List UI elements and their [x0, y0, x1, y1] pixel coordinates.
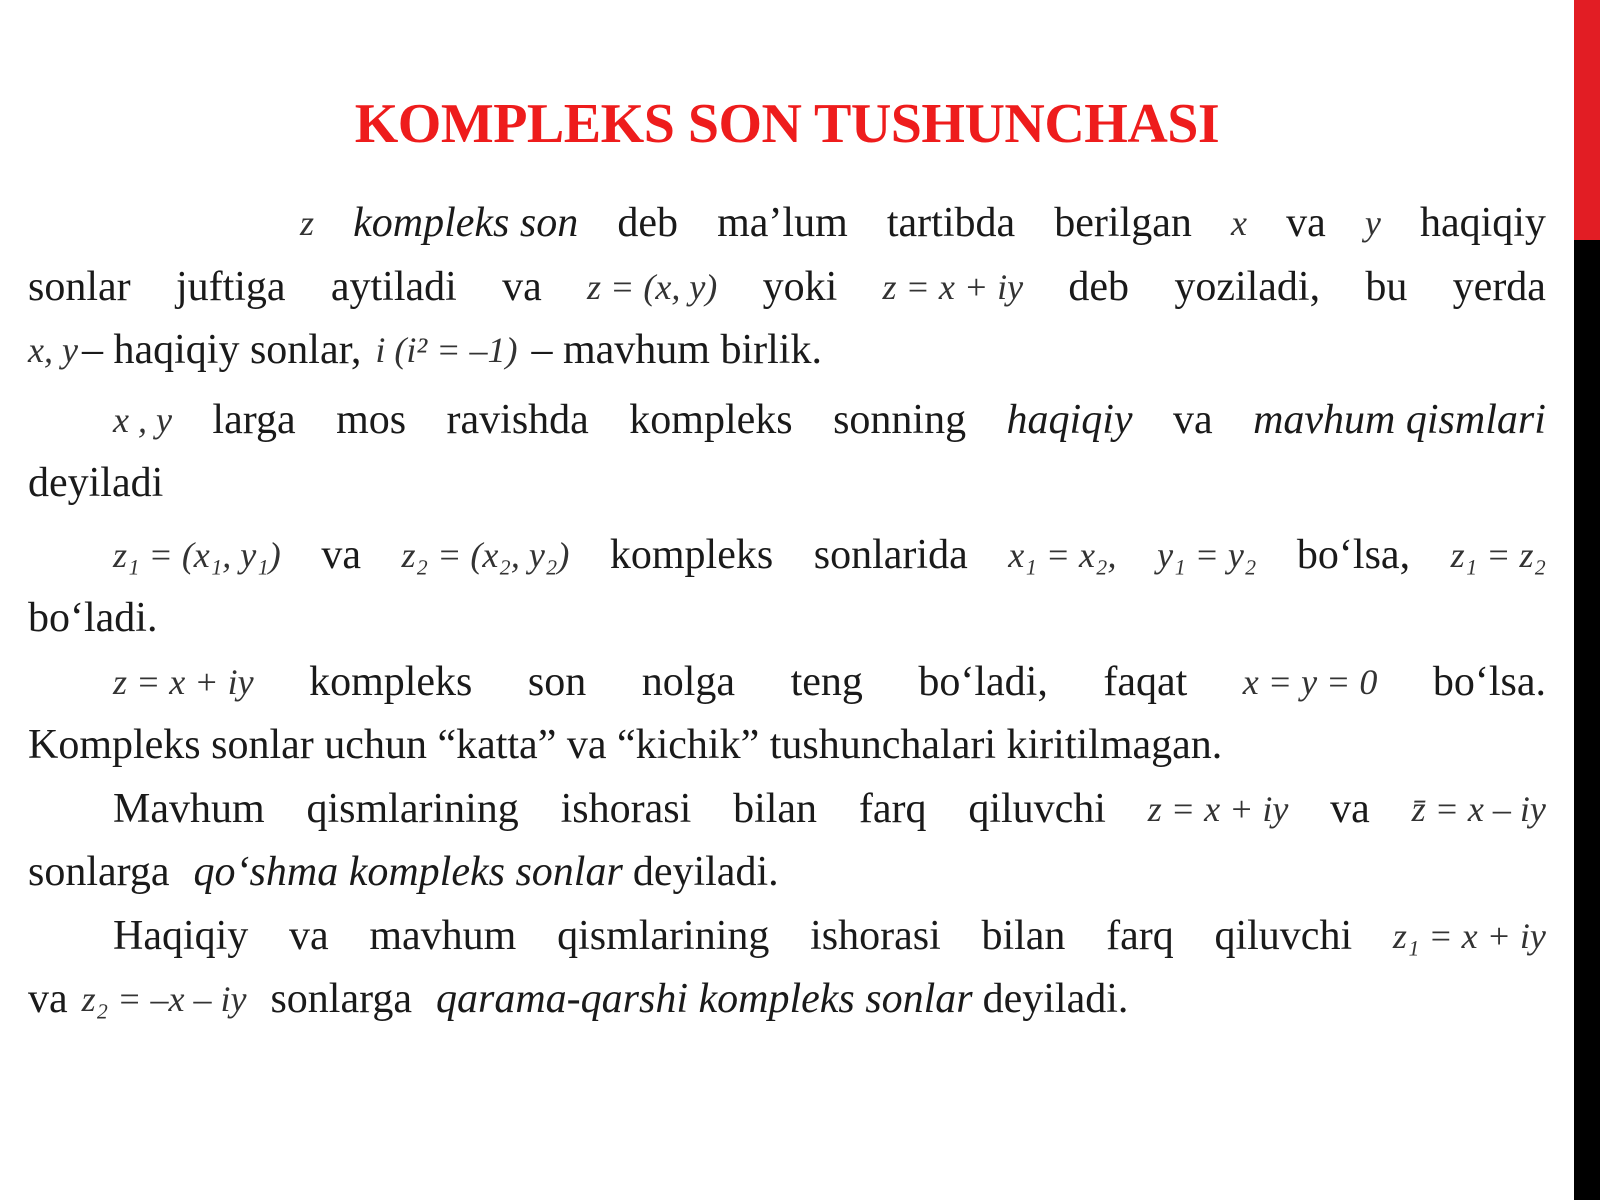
- word: deyiladi.: [632, 849, 779, 895]
- math-x-y: x , y: [113, 399, 172, 440]
- math-zero-condition: x = y = 0: [1242, 661, 1378, 702]
- math-algebraic-form: z = x + iy: [882, 266, 1024, 307]
- word: larga: [212, 396, 296, 443]
- text: bo‘ladi.: [28, 595, 158, 641]
- term-mavhum-qismlari: mavhum qismlari: [1253, 396, 1546, 443]
- text: – mavhum birlik.: [531, 327, 822, 373]
- word: yoki: [762, 263, 838, 310]
- text: Kompleks sonlar uchun “katta” va “kichik” tushunchalari kiritilmagan.: [28, 722, 1223, 768]
- word: deyiladi.: [982, 976, 1129, 1022]
- word: Haqiqiy: [113, 912, 249, 959]
- word: aytiladi: [330, 263, 457, 310]
- math-x: x: [1230, 203, 1247, 243]
- math-imaginary-unit: i (i² = –1): [375, 330, 518, 370]
- term-qoshma-kompleks-sonlar: qo‘shma kompleks sonlar: [193, 849, 623, 895]
- word: sonning: [833, 396, 967, 443]
- word: faqat: [1103, 658, 1188, 705]
- word: qiluvchi: [1214, 912, 1353, 959]
- word: qismlarining: [557, 912, 770, 959]
- word: va: [1330, 785, 1370, 832]
- word: qiluvchi: [968, 785, 1106, 832]
- word: ma’lum: [717, 200, 848, 246]
- word: kompleks: [309, 658, 473, 705]
- word: sonlarida: [813, 531, 968, 578]
- word: ishorasi: [810, 912, 941, 959]
- p4-line-1: [28, 651, 1546, 715]
- accent-bar-red: [1574, 0, 1600, 240]
- math-y: y: [1364, 203, 1381, 243]
- word: Mavhum: [113, 785, 265, 832]
- math-y-equal: y₁ = y₂: [1157, 534, 1257, 575]
- math-z2-opposite: z₂ = –x – iy: [81, 979, 247, 1019]
- word: kompleks: [609, 531, 774, 578]
- word: qismlarining: [306, 785, 519, 832]
- p2-line-1: [28, 389, 1546, 453]
- word: va: [502, 263, 542, 310]
- word: bo‘lsa,: [1296, 531, 1411, 578]
- slide-title: KOMPLEKS SON TUSHUNCHASI: [354, 93, 1220, 155]
- math-x-y: x, y: [28, 330, 78, 370]
- p6-line-2: [28, 968, 1546, 1032]
- p1-line-1: [28, 192, 1546, 256]
- math-z1: z₁ = x + iy: [1392, 915, 1546, 956]
- word: teng: [790, 658, 863, 705]
- p3-line-2: [28, 587, 1546, 651]
- math-z-equal: z₁ = z₂: [1450, 534, 1546, 575]
- term-haqiqiy: haqiqiy: [1006, 396, 1133, 443]
- word: va: [289, 912, 329, 959]
- word: ravishda: [446, 396, 589, 443]
- text: deyiladi: [28, 460, 164, 506]
- math-pair-form: z = (x, y): [587, 266, 718, 307]
- text: – haqiqiy sonlar,: [81, 327, 362, 373]
- word: juftiga: [175, 263, 286, 310]
- word: deb: [617, 200, 679, 246]
- word: bo‘lsa.: [1432, 658, 1546, 705]
- word: va: [28, 976, 68, 1022]
- accent-bar-black: [1574, 240, 1600, 1200]
- word: mos: [336, 396, 407, 443]
- p5-line-1: [28, 778, 1546, 842]
- word: yerda: [1452, 263, 1546, 310]
- slide-body: [28, 192, 1546, 1032]
- math-x-equal: x₁ = x₂,: [1008, 534, 1117, 575]
- p1-line-3: [28, 319, 1546, 383]
- math-z: z: [300, 203, 315, 243]
- word: va: [1172, 396, 1213, 443]
- p5-line-2: [28, 841, 1546, 905]
- math-conjugate: z̄ = x – iy: [1411, 788, 1546, 829]
- p4-line-2: [28, 714, 1546, 778]
- p2-line-2: [28, 452, 1546, 516]
- word: bu: [1365, 263, 1408, 310]
- word: yoziladi,: [1174, 263, 1321, 310]
- word: sonlar: [28, 263, 131, 310]
- word: farq: [858, 785, 927, 832]
- p1-line-2: [28, 256, 1546, 320]
- word: son: [527, 658, 587, 705]
- word: bilan: [981, 912, 1066, 959]
- math-algebraic-form: z = x + iy: [113, 661, 254, 702]
- word: va: [1286, 200, 1326, 246]
- word: nolga: [641, 658, 736, 705]
- word: ishorasi: [560, 785, 692, 832]
- word: bilan: [733, 785, 818, 832]
- math-z2: z₂ = (x₂, y₂): [401, 534, 570, 575]
- word: va: [321, 531, 361, 578]
- word: tartibda: [886, 200, 1016, 246]
- math-algebraic-form: z = x + iy: [1147, 788, 1289, 829]
- p3-line-1: [28, 524, 1546, 588]
- word: kompleks: [629, 396, 793, 443]
- word: sonlarga: [270, 976, 412, 1022]
- word: berilgan: [1054, 200, 1192, 246]
- word: haqiqiy: [1419, 200, 1546, 246]
- word: deb: [1068, 263, 1130, 310]
- word: mavhum: [369, 912, 517, 959]
- p6-line-1: [28, 905, 1546, 969]
- word: sonlarga: [28, 849, 170, 895]
- math-z1: z₁ = (x₁, y₁): [113, 534, 281, 575]
- word: farq: [1106, 912, 1174, 959]
- word: bo‘ladi,: [918, 658, 1048, 705]
- term-kompleks-son: kompleks son: [353, 200, 579, 246]
- term-qarama-qarshi-kompleks-sonlar: qarama-qarshi kompleks sonlar: [435, 976, 973, 1022]
